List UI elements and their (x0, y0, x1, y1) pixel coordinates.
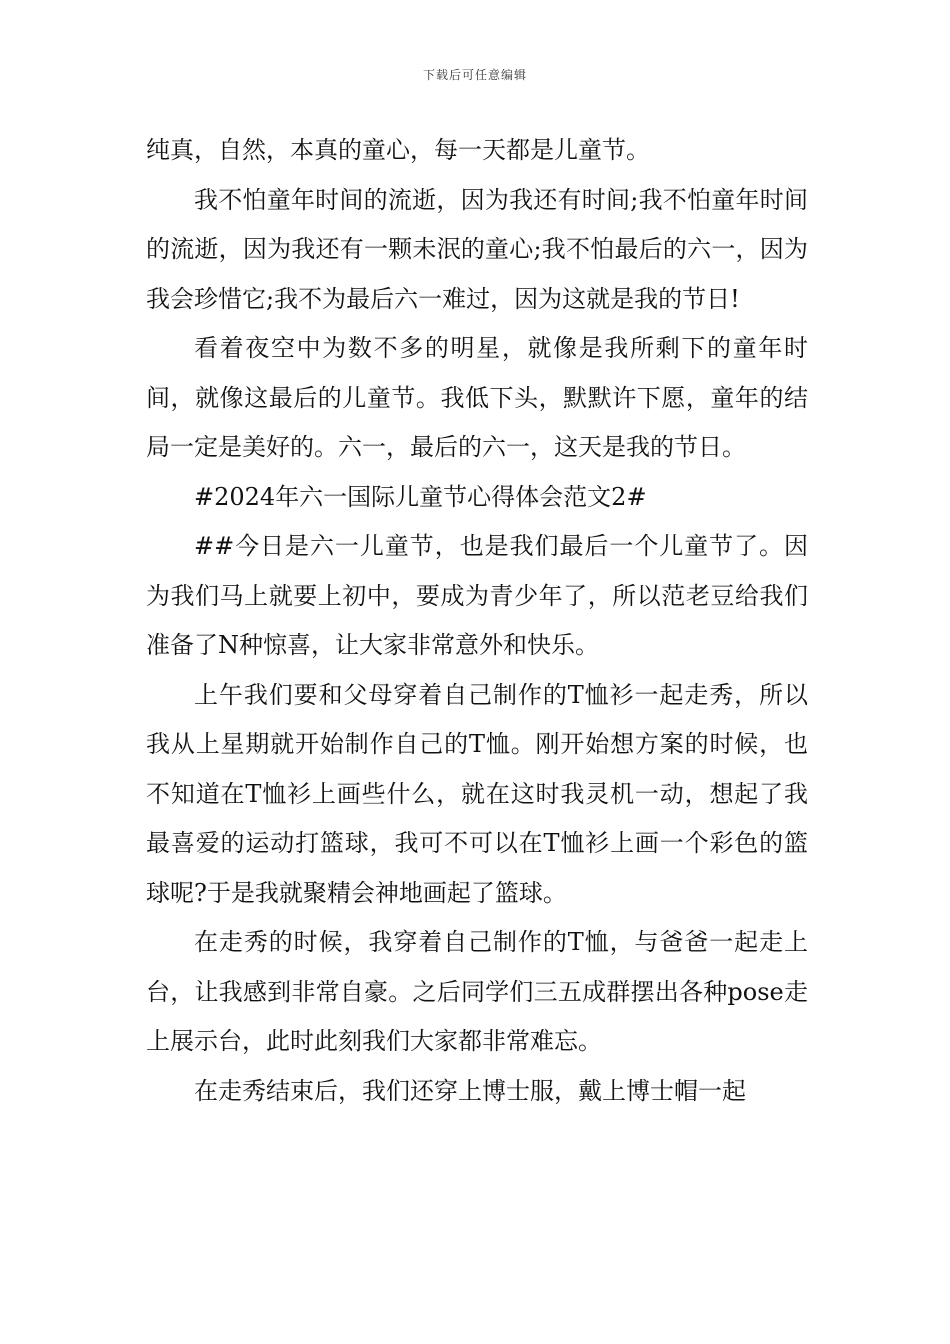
page-header: 下载后可任意编辑 (422, 68, 527, 82)
paragraph: 在走秀的时候，我穿着自己制作的T恤，与爸爸一起走上台，让我感到非常自豪。之后同学们三五成群摆出各种pose走上展示台，此时此刻我们大家都非常难忘。 (146, 928, 808, 1055)
paragraph-continued: 纯真，自然，本真的童心，每一天都是儿童节。 (146, 136, 650, 164)
section-heading: #2024年六一国际儿童节心得体会范文2# (194, 482, 647, 511)
paragraph: 在走秀结束后，我们还穿上博士服，戴上博士帽一起 (194, 1076, 746, 1105)
paragraph: 我不怕童年时间的流逝，因为我还有时间;我不怕童年时间的流逝，因为我还有一颗未泯的童心;我不怕最后的六一，因为我会珍惜它;我不为最后六一难过，因为这就是我的节日! (146, 185, 808, 313)
paragraph: 上午我们要和父母穿着自己制作的T恤衫一起走秀，所以我从上星期就开始制作自己的T恤。刚开始想方案的时候，也不知道在T恤衫上画些什么，就在这时我灵机一动，想起了我最喜爱的运动打篮球，我可不可以在T恤衫上画一个彩色的篮球呢?于是我就聚精会神地画起了篮球。 (146, 680, 808, 907)
paragraph: 看着夜空中为数不多的明星，就像是我所剩下的童年时间，就像这最后的儿童节。我低下头，默默许下愿，童年的结局一定是美好的。六一，最后的六一，这天是我的节日。 (146, 334, 808, 461)
paragraph: ##今日是六一儿童节，也是我们最后一个儿童节了。因为我们马上就要上初中，要成为青少年了，所以范老豆给我们准备了N种惊喜，让大家非常意外和快乐。 (146, 532, 808, 659)
document-body (146, 126, 808, 1116)
